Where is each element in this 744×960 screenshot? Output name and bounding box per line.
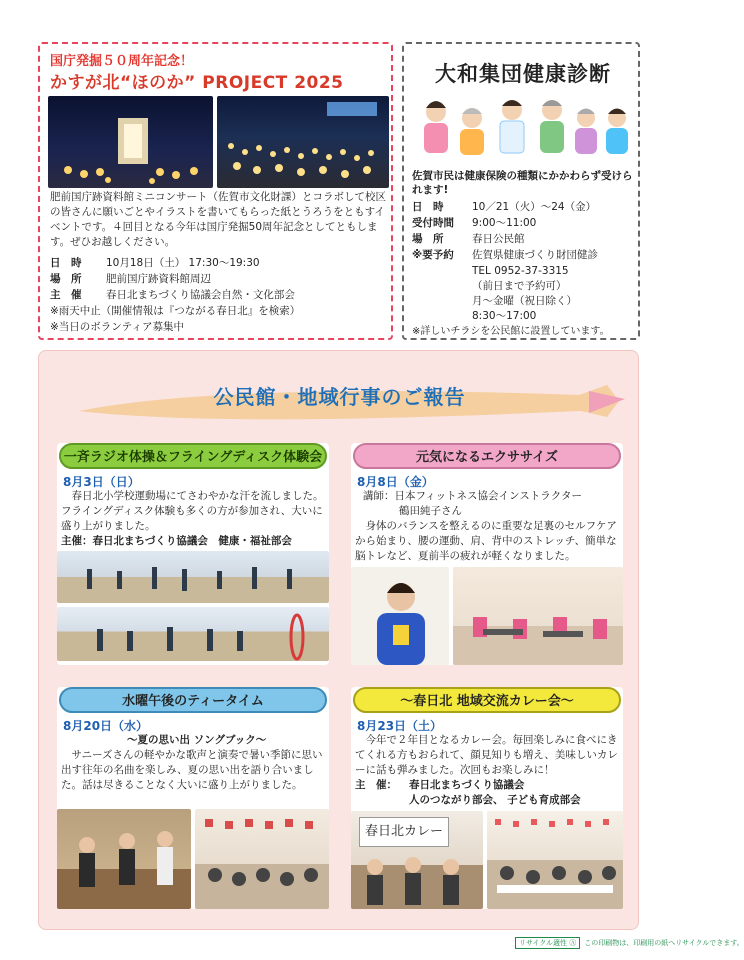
health-title: 大和集団健康診断 [435,62,611,86]
curry-sign: 春日北カレー [359,817,449,847]
exercise-photo-class [453,567,623,665]
report-curry-date: 8月23日（土） [357,719,443,733]
radio-photo-bottom [57,607,329,661]
health-reserve-value: 佐賀県健康づくり財団健診 [472,249,598,261]
project-date-value: 10月18日（土） 17:30〜19:30 [106,257,260,269]
recycle-badge: リサイクル適性 Ⓐ [515,937,580,949]
project-place-value: 肥前国庁跡資料館周辺 [106,273,211,285]
health-flyer-note: ※詳しいチラシを公民館に設置しています。 [412,326,610,337]
health-reserve-label: ※要予約 [412,249,454,261]
health-days: 月〜金曜（祝日除く） [472,295,577,307]
report-teatime-body: サニーズさんの軽やかな歌声と演奏で暑い季節に思い出す往年の名曲を楽しみ、夏の思い出を語り合いました。話は尽きることなく大いに盛り上がりました。 [61,749,323,791]
project-subtitle: 国庁発掘５０周年記念！ [50,54,194,69]
curry-photo-diners [487,811,623,909]
recycle-note: この印刷物は、印刷用の紙へリサイクルできます。 [584,939,744,947]
project-description: 肥前国庁跡資料館ミニコンサート（佐賀市文化財課）とコラボして校区の皆さんに願いごとやイラストを書いてもらった紙とうろうをともすイベントです。４回目となる今年は国庁発掘50周年記念としてともします。ぜひお越しください。 [50,191,386,248]
report-radio-host: 主催：春日北まちづくり協議会 健康・福祉部会 [61,535,292,547]
report-curry-head: 〜春日北 地域交流カレー会〜 [353,687,621,713]
report-teatime-subtitle: 〜夏の思い出 ソングブック〜 [127,734,267,746]
project-title: かすが北“ほのか” PROJECT 2025 [50,73,344,93]
health-reception-label: 受付時間 [412,217,454,229]
health-tel: TEL 0952-37-3315 [472,265,569,277]
project-host-value: 春日北まちづくり協議会自然・文化部会 [106,289,295,301]
health-place-row [412,232,525,247]
report-teatime-date: 8月20日（水） [63,719,149,733]
project-place-row [50,272,211,287]
report-radio-body: 春日北小学校運動場にてさわやかな汗を流しました。フライングディスク体験も多くの方が参加され、大いに盛り上がりました。 [61,490,324,532]
lantern-photo-left [48,96,213,188]
health-reception-value: 9:00〜11:00 [472,217,537,229]
project-date-row [50,256,260,271]
health-date-label: 日 時 [412,201,444,213]
project-host-label: 主 催 [50,289,82,301]
health-note: 佐賀市民は健康保険の種類にかかわらず受けられます! [412,170,633,196]
report-radio-head: 一斉ラジオ体操＆フライングディスク体験会 [59,443,327,469]
health-reception-row [412,216,536,231]
report-exercise-lecturer: 講師：日本フィットネス協会インストラクター [363,490,583,502]
report-section [38,350,639,930]
exercise-photo-instructor [351,567,449,665]
lantern-photo-right [217,96,389,188]
teatime-photo-performers [57,809,191,909]
health-illustration [414,92,632,164]
report-curry-host2: 人のつながり部会、 子ども育成部会 [409,794,581,806]
recycle-mark [515,937,744,949]
report-teatime-card [57,687,329,909]
health-reserve-row [412,248,598,263]
project-box [38,42,393,340]
report-radio-date: 8月3日（日） [63,475,140,489]
report-curry-host1: 春日北まちづくり協議会 [409,779,525,791]
report-curry-host-label: 主 催： [355,779,397,791]
project-place-label: 場 所 [50,273,82,285]
health-check-box [402,42,640,340]
report-curry-body: 今年で２年目となるカレー会。毎回楽しみに食べにきてくれる方もおられて、顔見知りも増え、美味しいカレーに話も弾みました。次回もお楽しみに！ [355,734,618,776]
report-exercise-head: 元気になるエクササイズ [353,443,621,469]
health-place-label: 場 所 [412,233,444,245]
health-tel-note: （前日まで予約可） [472,280,567,292]
health-date-value: 10／21（火）〜24（金） [472,201,597,213]
section-title: 公民館・地域行事のご報告 [213,385,466,409]
report-curry-card [351,687,623,909]
radio-photo-top [57,551,329,603]
project-date-label: 日 時 [50,257,82,269]
health-place-value: 春日公民館 [472,233,525,245]
report-exercise-body: 身体のバランスを整えるのに重要な足裏のセルフケアから始まり、腰の運動、肩、背中のストレッチ、簡単な脳トレなど、夏前半の疲れが軽くなりました。 [355,520,617,562]
report-exercise-card [351,443,623,665]
report-teatime-head: 水曜午後のティータイム [59,687,327,713]
report-radio-card [57,443,329,665]
project-note-rain: ※雨天中止（開催情報は『つながる春日北』を検索） [50,305,301,317]
health-hours: 8:30〜17:00 [472,310,537,322]
teatime-photo-audience [195,809,329,909]
project-host-row [50,288,295,303]
report-exercise-date: 8月8日（金） [357,475,434,489]
health-date-row [412,200,596,215]
project-note-volunteer: ※当日のボランティア募集中 [50,321,184,333]
curry-photo-sign [351,811,483,909]
report-exercise-lecturer-name: 鶴田純子さん [399,505,462,517]
